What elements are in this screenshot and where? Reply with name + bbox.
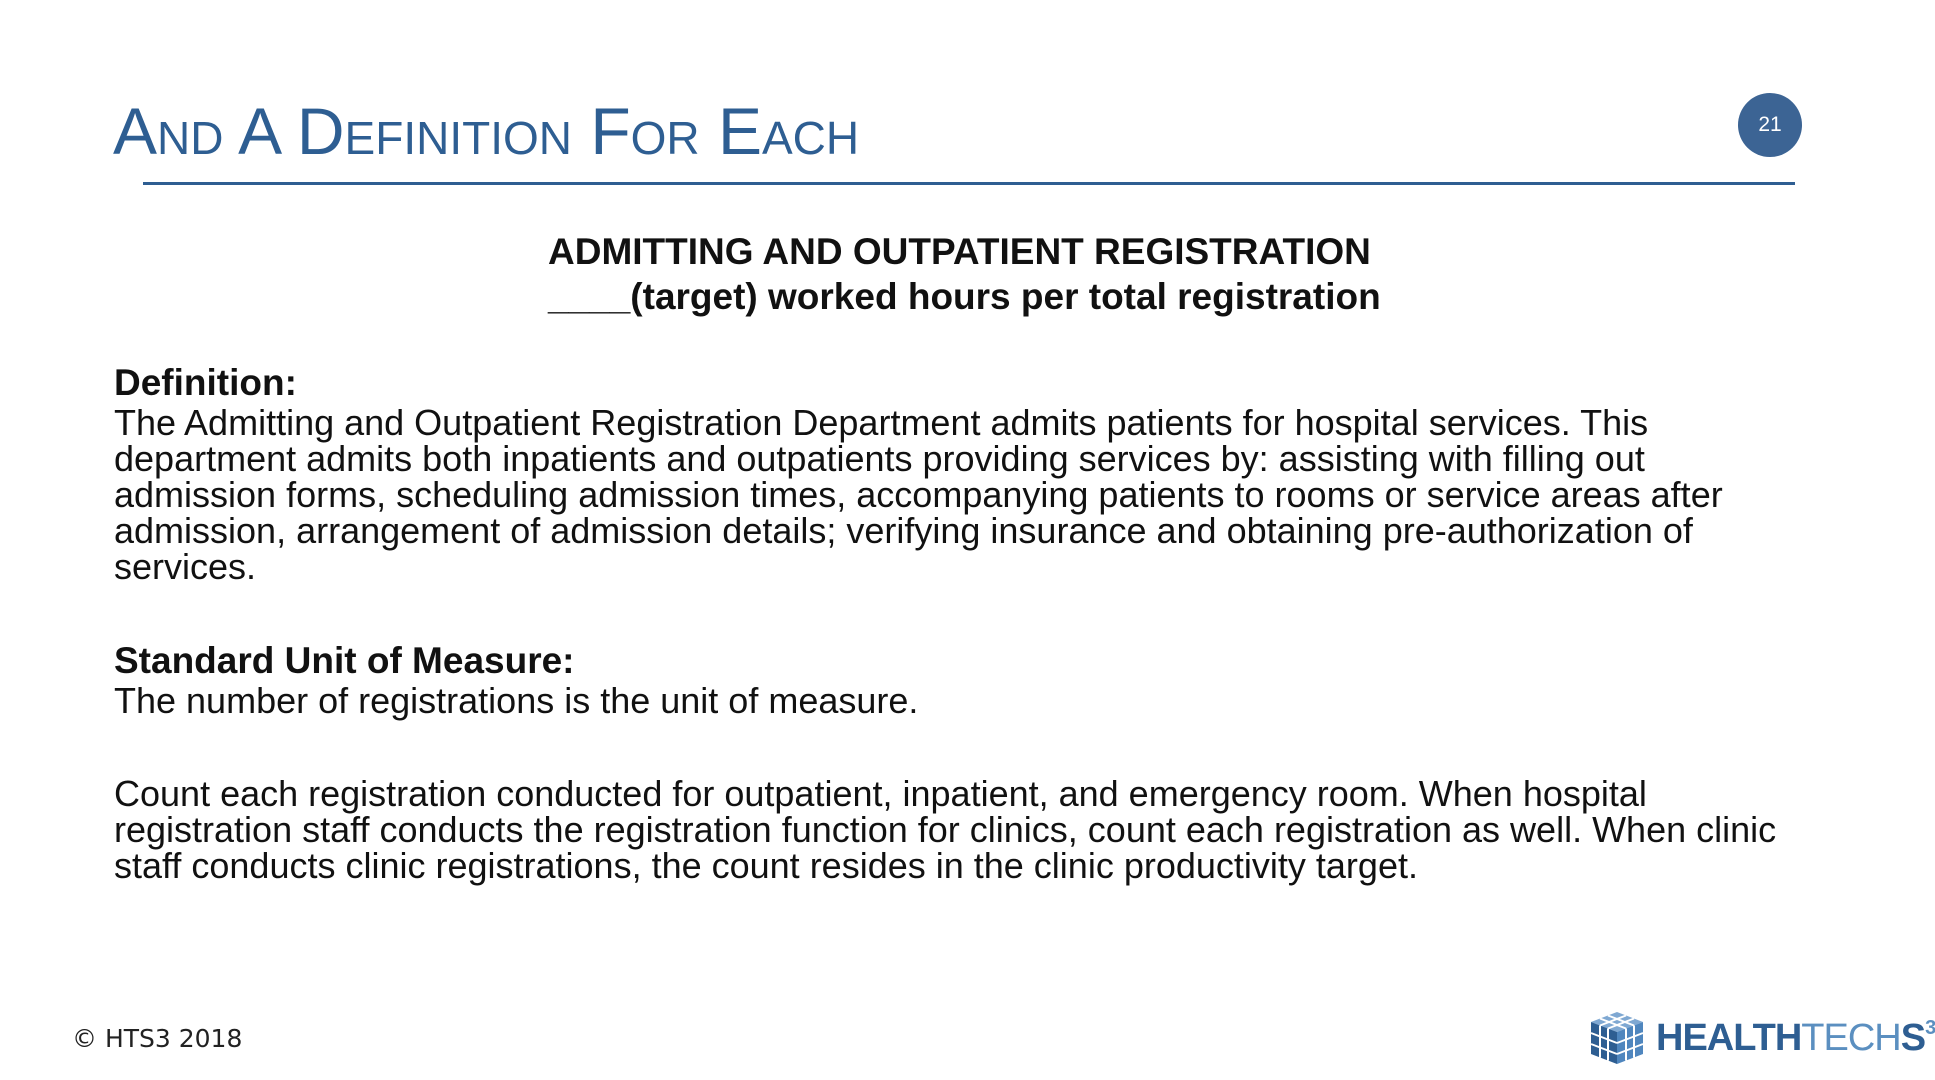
unit-of-measure-text: The number of registrations is the unit of measure. (114, 680, 919, 721)
unit-of-measure-section (114, 639, 1804, 719)
healthtechs3-logo (1588, 1010, 1935, 1066)
page-number-badge: 21 (1738, 93, 1802, 157)
department-title: ADMITTING AND OUTPATIENT REGISTRATION (548, 231, 1371, 272)
count-note-section (114, 773, 1804, 886)
slide-title: And A Definition For Each (113, 94, 860, 168)
logo-s-text: S (1900, 1016, 1926, 1059)
unit-of-measure-heading: Standard Unit of Measure: (114, 640, 575, 681)
copyright-notice: © HTS3 2018 (72, 1024, 243, 1053)
logo-wordmark (1656, 1017, 1935, 1060)
definition-section (114, 361, 1804, 585)
title-divider (143, 182, 1795, 185)
target-statement: ____(target) worked hours per total registration (548, 276, 1381, 317)
count-note-text: Count each registration conducted for outpatient, inpatient, and emergency room. When hospital registration staff conducts the registration function for clinics, count each registration as well. When clinic staff conducts clinic registrations, the count resides in the clinic productivity target. (114, 773, 1777, 886)
cube-stack-icon (1588, 1010, 1646, 1066)
definition-heading: Definition: (114, 362, 297, 403)
subtitle-block (548, 229, 1388, 319)
logo-tech-text: TECH (1801, 1016, 1901, 1059)
logo-health-text: HEALTH (1656, 1016, 1802, 1059)
definition-text: The Admitting and Outpatient Registration Department admits patients for hospital services. This department admits both inpatients and outpatients providing services by: assisting with filling out admission forms, scheduling admission times, accompanying patients to rooms or service areas after admission, arrangement of admission details; verifying insurance and obtaining pre-authorization of services. (114, 402, 1723, 587)
logo-superscript: 3 (1925, 1016, 1935, 1039)
